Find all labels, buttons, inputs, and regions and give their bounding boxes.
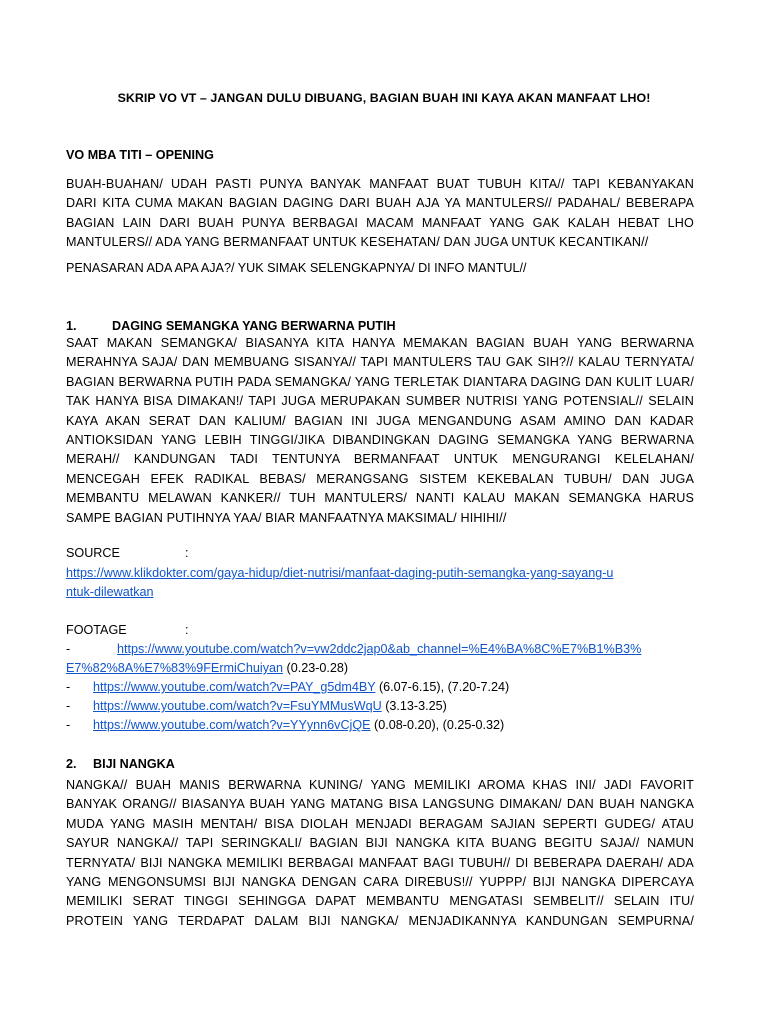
source-link[interactable] [66, 566, 613, 580]
footage-url[interactable]: https://www.youtube.com/watch?v=YYynn6vCjQE [93, 718, 371, 732]
footage-label: FOOTAGE [66, 623, 127, 637]
footage-url-line-1[interactable]: https://www.youtube.com/watch?v=vw2ddc2jap0&ab_channel=%E4%BA%8C%E7%B1%B3% [117, 642, 642, 656]
source-label: SOURCE [66, 546, 120, 560]
text-line: MENCEGAH EFEK RADIKAL BEBAS/ MERANGSANG SISTEM KEKEBALAN TUBUH/ DAN JUGA [66, 471, 694, 486]
list-dash: - [66, 680, 71, 694]
text-line: TAK HANYA BISA DIMAKAN!/ TAPI JUGA MERUPAKAN SUMBER NUTRISI YANG POTENSIAL// SELAIN [66, 394, 694, 409]
text-line: BANYAK ORANG// BIASANYA BUAH YANG MATANG BISA LANGSUNG DIMAKAN/ DAN BUAH NANGKA [66, 797, 694, 812]
source-url-line-1[interactable]: https://www.klikdokter.com/gaya-hidup/diet-nutrisi/manfaat-daging-putih-semangka-yang-sayang-u [66, 566, 614, 580]
text-line: DARI KITA CUMA MAKAN BAGIAN DAGING DARI BUAH AJA YA MANTULERS// PADAHAL/ BEBERAPA [66, 196, 694, 211]
footage-timecode: (6.07-6.15), (7.20-7.24) [378, 680, 510, 694]
opening-paragraph-2: PENASARAN ADA APA AJA?/ YUK SIMAK SELENGKAPNYA/ DI INFO MANTUL// [66, 261, 527, 275]
footage-item [66, 699, 447, 713]
text-line: BUAH-BUAHAN/ UDAH PASTI PUNYA BANYAK MANFAAT BUAT TUBUH KITA// TAPI KEBANYAKAN [66, 177, 694, 191]
list-dash: - [66, 699, 71, 713]
document-title: SKRIP VO VT – JANGAN DULU DIBUANG, BAGIAN BUAH INI KAYA AKAN MANFAAT LHO! [117, 91, 651, 105]
footage-url[interactable]: https://www.youtube.com/watch?v=FsuYMMusWqU [93, 699, 382, 713]
text-line: SAYUR NANGKA// TAPI SERINGKALI/ BAGIAN BIJI NANGKA KITA BUANG BEGITU SAJA// NAMUN [66, 836, 694, 851]
text-line: SAMPE BAGIAN PUTIHNYA YAA/ BIAR MANFAATNYA MAKSIMAL/ HIHIHI// [66, 510, 507, 525]
text-line: YANG MENGONSUMSI BIJI NANGKA DENGAN CARA DIREBUS!// YUPPP/ BIJI NANGKA DIPERCAYA [66, 875, 694, 890]
section-2-heading [66, 757, 175, 771]
opening-heading: VO MBA TITI – OPENING [66, 148, 214, 162]
text-line: MANTULERS// ADA YANG BERMANFAAT UNTUK KESEHATAN/ DAN JUGA UNTUK KECANTIKAN// [66, 235, 649, 250]
section-number: 1. [66, 319, 77, 333]
section-1-heading [66, 319, 396, 333]
source-colon: : [185, 546, 189, 560]
text-line: KAYA AKAN SERAT DAN KALIUM/ BAGIAN INI JUGA MENGANDUNG ASAM AMINO DAN KADAR [66, 413, 694, 428]
text-line: MERAHNYA SAJA/ DAN MEMBUANG SISANYA// TAPI MANTULERS TAU GAK SIH?// KALAU TERNYATA/ [66, 355, 694, 370]
section-title: BIJI NANGKA [93, 757, 175, 771]
footage-item [66, 642, 642, 656]
footage-url-line-2[interactable]: E7%82%8A%E7%83%9FErmiChuiyan [66, 661, 284, 675]
text-line: TERNYATA/ BIJI NANGKA MEMILIKI BERBAGAI MANFAAT BAGI TUBUH// DI BEBERAPA DAERAH/ ADA [66, 855, 694, 870]
section-1-paragraph [66, 334, 694, 528]
text-line: MEMILIKI SERAT TINGGI SEHINGGA DAPAT MEMBANTU MENGATASI SEMBELIT// SELAIN ITU/ [66, 894, 694, 909]
text-line: ANTIOKSIDAN YANG LEBIH TINGGI/JIKA DIBANDINGKAN DAGING SEMANGKA YANG BERWARNA [66, 433, 694, 448]
list-dash: - [66, 718, 71, 732]
footage-timecode: (0.08-0.20), (0.25-0.32) [374, 718, 505, 732]
source-url-line-2[interactable]: ntuk-dilewatkan [66, 585, 154, 599]
text-line: PROTEIN YANG TERDAPAT DALAM BIJI NANGKA/ MENJADIKANNYA KANDUNGAN SEMPURNA/ [66, 913, 694, 928]
text-line: MUDA YANG MASIH MENTAH/ BISA DIOLAH MENJADI BERAGAM SAJIAN SEPERTI GUDEG/ ATAU [66, 816, 694, 831]
footage-timecode: (0.23-0.28) [286, 661, 349, 675]
footage-item [66, 718, 505, 732]
section-2-paragraph [66, 776, 694, 931]
source-link-continued[interactable] [66, 585, 154, 599]
section-number: 2. [66, 757, 77, 771]
footage-item-continued [66, 661, 348, 675]
text-line: NANGKA// BUAH MANIS BERWARNA KUNING/ YANG MEMILIKI AROMA KHAS INI/ JADI FAVORIT [66, 778, 694, 792]
footage-timecode: (3.13-3.25) [385, 699, 447, 713]
text-line: BAGIAN BERWARNA PUTIH PADA SEMANGKA/ YANG TERLETAK DIANTARA DAGING DAN KULIT LUAR/ [66, 374, 694, 389]
section-title: DAGING SEMANGKA YANG BERWARNA PUTIH [112, 319, 396, 333]
footage-item [66, 680, 510, 694]
text-line: MERAH// KANDUNGAN TADI TENTUNYA BERMANFAAT UNTUK MENGURANGI KELELAHAN/ [66, 452, 694, 467]
text-line: SAAT MAKAN SEMANGKA/ BIASANYA KITA HANYA MEMAKAN BAGIAN BUAH YANG BERWARNA [66, 336, 694, 350]
text-line: MEMBANTU MELAWAN KANKER// TUH MANTULERS/ NANTI KALAU MAKAN SEMANGKA HARUS [66, 491, 694, 506]
text-line: BAGIAN LAIN DARI BUAH PUNYA BERBAGAI MACAM MANFAAT YANG GAK KALAH HEBAT LHO [66, 215, 694, 230]
list-dash: - [66, 642, 71, 656]
opening-paragraph [66, 175, 694, 253]
footage-colon: : [185, 623, 189, 637]
footage-url[interactable]: https://www.youtube.com/watch?v=PAY_g5dm4BY [93, 680, 376, 694]
